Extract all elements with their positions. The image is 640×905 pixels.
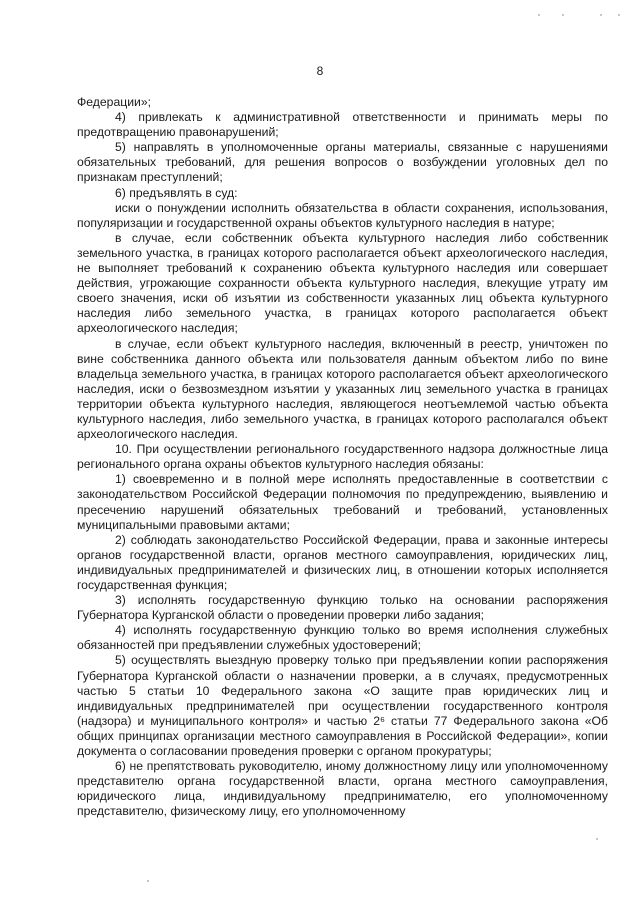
- paragraph: 4) исполнять государственную функцию только во время исполнения служебных обязанностей при предъявлении служебных удостоверений;: [77, 623, 608, 653]
- paragraph: 5) направлять в уполномоченные органы материалы, связанные с нарушениями обязательных требований, для решения вопросов о возбуждении уголовных дел по признакам преступлений;: [77, 140, 608, 185]
- paragraph: Федерации»;: [77, 95, 151, 109]
- scan-speck: [538, 14, 540, 16]
- paragraph: 6) не препятствовать руководителю, иному должностному лицу или уполномоченному представителю органа государственной власти, органа местного самоуправления, юридического лица, индивидуальному предпринимателю, его уполномоченному представителю, физическому лицу, его уполномоченному: [77, 759, 608, 819]
- paragraph: 5) осуществлять выездную проверку только при предъявлении копии распоряжения Губернатора Курганской области о назначении проверки, а в случаях, предусмотренных частью 5 статьи 10 Федерального закона «О защите прав юридических лиц и индивидуальных предпринимателей при осуществлении государственного контроля (надзора) и муниципального контроля» и частью 2⁶ статьи 77 Федерального закона «Об общих принципах организации местного самоуправления в Российской Федерации», копии документа о согласовании проведения проверки с органом прокуратуры;: [77, 653, 608, 759]
- scan-speck: [600, 14, 602, 16]
- paragraph: в случае, если собственник объекта культурного наследия либо собственник земельного участка, в границах которого располагается объект археологического наследия, не выполняет требований к сохранению объекта культурного наследия или совершает действия, угрожающие сохранности объекта культурного наследия, влекущие утрату им своего значения, иски об изъятии из собственности указанных лиц объекта культурного наследия либо земельного участка, в границах которого располагается объект археологического наследия;: [77, 230, 608, 336]
- paragraph: 4) привлекать к административной ответственности и принимать меры по предотвращению правонарушений;: [77, 110, 608, 140]
- paragraph: в случае, если объект культурного наследия, включенный в реестр, уничтожен по вине собственника данного объекта или пользователя данным объектом либо по вине владельца земельного участка, в границах которого располагается объект археологического наследия, иски о безвозмездном изъятии у указанных лиц земельного участка в границах территории объекта культурного наследия, являющегося неотъемлемой частью объекта культурного наследия, либо земельного участка, в границах которого располагался объект археологического наследия.: [77, 336, 608, 442]
- paragraph: 10. При осуществлении регионального государственного надзора должностные лица регионального органа охраны объектов культурного наследия обязаны:: [77, 442, 608, 472]
- document-body: [77, 95, 608, 820]
- page-number: 8: [316, 64, 324, 78]
- scan-speck: [147, 880, 149, 882]
- scan-speck: [596, 838, 598, 840]
- paragraph: 1) своевременно и в полной мере исполнять предоставленные в соответствии с законодательством Российской Федерации полномочия по предупреждению, выявлению и пресечению нарушений обязательных требований и требований, установленных муниципальными правовыми актами;: [77, 472, 608, 532]
- paragraph: иски о понуждении исполнить обязательства в области сохранения, использования, популяризации и государственной охраны объектов культурного наследия в натуре;: [77, 200, 608, 230]
- paragraph: 3) исполнять государственную функцию только на основании распоряжения Губернатора Курганской области о проведении проверки либо задания;: [77, 593, 608, 623]
- scan-speck: [562, 14, 564, 16]
- paragraph: 6) предъявлять в суд:: [115, 185, 238, 200]
- scan-speck: [618, 14, 620, 16]
- paragraph: 2) соблюдать законодательство Российской Федерации, права и законные интересы органов государственной власти, органов местного самоуправления, юридических лиц, индивидуальных предпринимателей и физических лиц, в отношении которых исполняется государственная функция;: [77, 532, 608, 592]
